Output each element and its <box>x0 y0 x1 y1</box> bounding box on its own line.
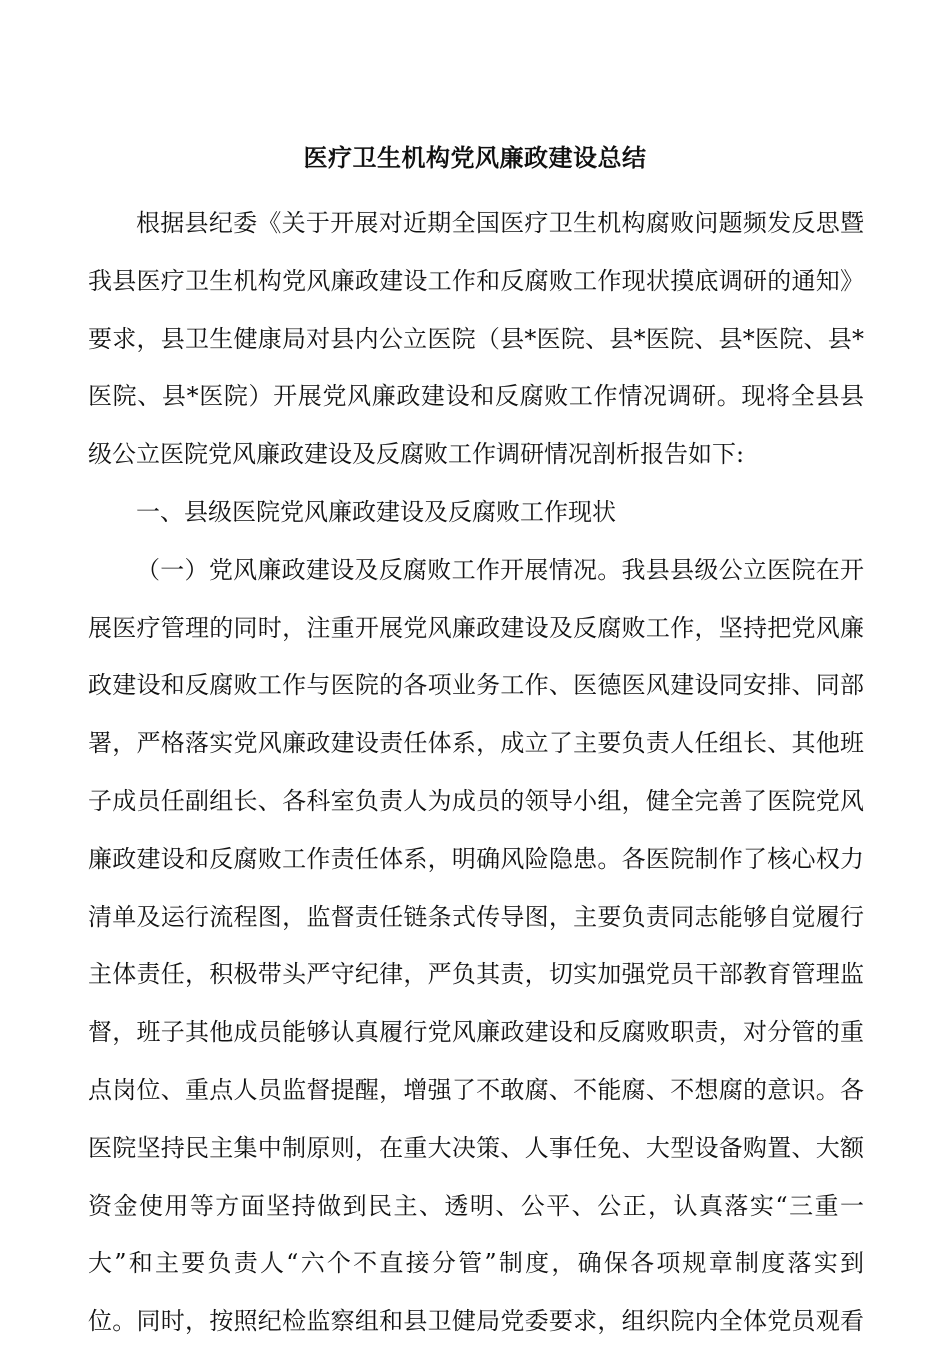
body-line-7: 清单及运行流程图，监督责任链条式传导图，主要负责同志能够自觉履行 <box>88 902 864 931</box>
body-line-5: 子成员任副组长、各科室负责人为成员的领导小组，健全完善了医院党风 <box>88 786 864 815</box>
intro-line-1: 根据县纪委《关于开展对近期全国医疗卫生机构腐败问题频发反思暨 <box>136 209 864 237</box>
intro-line-3: 要求，县卫生健康局对县内公立医院（县*医院、县*医院、县*医院、县* <box>88 324 864 353</box>
intro-line-2: 我县医疗卫生机构党风廉政建设工作和反腐败工作现状摸底调研的通知》 <box>88 266 864 295</box>
body-line-2: 展医疗管理的同时，注重开展党风廉政建设及反腐败工作，坚持把党风廉 <box>88 613 864 642</box>
body-line-3: 政建设和反腐败工作与医院的各项业务工作、医德医风建设同安排、同部 <box>88 671 864 700</box>
body-line-14: 位。同时，按照纪检监察组和县卫健局党委要求，组织院内全体党员观看 <box>88 1307 864 1336</box>
intro-line-5: 级公立医院党风廉政建设及反腐败工作调研情况剖析报告如下: <box>88 440 745 469</box>
body-line-6: 廉政建设和反腐败工作责任体系，明确风险隐患。各医院制作了核心权力 <box>88 844 864 873</box>
body-line-10: 点岗位、重点人员监督提醒，增强了不敢腐、不能腐、不想腐的意识。各 <box>88 1075 864 1104</box>
intro-line-4: 医院、县*医院）开展党风廉政建设和反腐败工作情况调研。现将全县县 <box>88 382 864 411</box>
body-line-13: 大”和主要负责人“六个不直接分管”制度，确保各项规章制度落实到 <box>88 1249 864 1278</box>
body-line-9: 督，班子其他成员能够认真履行党风廉政建设和反腐败职责，对分管的重 <box>88 1018 864 1047</box>
document-body <box>88 195 864 1351</box>
body-line-11: 医院坚持民主集中制原则，在重大决策、人事任免、大型设备购置、大额 <box>88 1133 864 1162</box>
document-title: 医疗卫生机构党风廉政建设总结 <box>303 144 647 172</box>
body-line-12: 资金使用等方面坚持做到民主、透明、公平、公正，认真落实“三重一 <box>88 1191 864 1220</box>
body-line-4: 署，严格落实党风廉政建设责任体系，成立了主要负责人任组长、其他班 <box>88 729 864 758</box>
body-line-8: 主体责任，积极带头严守纪律，严负其责，切实加强党员干部教育管理监 <box>88 960 864 989</box>
body-line-1: （一）党风廉政建设及反腐败工作开展情况。我县县级公立医院在开 <box>136 555 864 584</box>
section-heading: 一、县级医院党风廉政建设及反腐败工作现状 <box>136 497 616 526</box>
